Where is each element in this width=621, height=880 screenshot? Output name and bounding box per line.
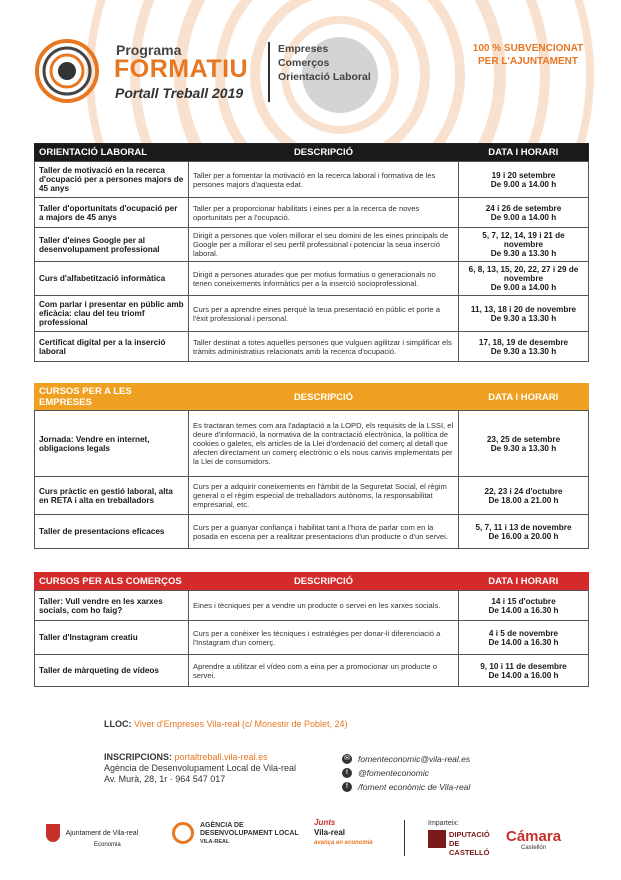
- header-divider: [268, 42, 270, 102]
- program-label: Programa: [116, 42, 182, 58]
- section-cursos-comercos: [34, 572, 589, 687]
- adl-line: VILA-REAL: [200, 839, 230, 845]
- camara-logo: [506, 828, 561, 851]
- course-title: Jornada: Vendre en internet, obligacions legals: [35, 411, 189, 477]
- course-row: [35, 591, 589, 621]
- course-title: Taller d'Instagram creatiu: [35, 621, 189, 655]
- subsidy-line: PER L'AJUNTAMENT: [478, 56, 578, 67]
- camara-sub: Castellón: [521, 845, 547, 851]
- course-desc: Dirigit a persones aturades que per motius formatius o generacionals no tenen coneixements informàtics per a la inserció socioprofessional.: [189, 262, 459, 296]
- contact-list: [342, 752, 470, 794]
- course-row: [35, 477, 589, 515]
- course-title: Com parlar i presentar en públic amb eficàcia: clau del teu triomf professional: [35, 296, 189, 332]
- course-desc: Taller per a proporcionar habilitats i eines per a la recerca de noves oportunitats per a l'ocupació.: [189, 198, 459, 228]
- course-schedule: [459, 655, 589, 687]
- junts-vilareal: Vila-real: [314, 828, 345, 837]
- registration-org: Agència de Desenvolupament Local de Vila-real: [104, 763, 296, 773]
- course-schedule: [459, 262, 589, 296]
- course-date: 24 i 26 de setembre: [485, 203, 562, 213]
- course-row: [35, 262, 589, 296]
- junts-tagline: avança en economia: [314, 840, 373, 846]
- junts-word: Junts: [314, 818, 336, 827]
- course-row: [35, 621, 589, 655]
- course-title: Taller d'oportunitats d'ocupació per a majors de 45 anys: [35, 198, 189, 228]
- section-header-row: [35, 144, 589, 162]
- course-time: De 9.00 a 14.00 h: [490, 179, 557, 189]
- course-desc: Dirigit a persones que volen millorar el seu domini de les eines principals de Google per a millorar el seu perfil professional i potenciar la seua inserció laboral.: [189, 228, 459, 262]
- course-row: [35, 162, 589, 198]
- course-schedule: [459, 228, 589, 262]
- course-date: 14 i 15 d'octubre: [491, 596, 556, 606]
- registration-label: INSCRIPCIONS:: [104, 752, 173, 762]
- program-title: FORMATIU: [114, 55, 249, 83]
- course-row: [35, 332, 589, 362]
- course-desc: Taller per a fomentar la motivació en la recerca laboral i formativa de les persones majors d'aquesta edat.: [189, 162, 459, 198]
- section-header-row: [35, 573, 589, 591]
- registration-link[interactable]: portaltreball.vila-real.es: [174, 752, 268, 762]
- course-desc: Curs per a conèixer les tècniques i estratègies per donar-li diferenciació a l'Instagram d'un comerç.: [189, 621, 459, 655]
- col-desc-header: DESCRIPCIÓ: [189, 573, 459, 591]
- course-title: Taller: Vull vendre en les xarxes socials, com ho faig?: [35, 591, 189, 621]
- course-date: 5, 7, 12, 14, 19 i 21 de novembre: [482, 231, 565, 249]
- course-title: Taller de motivació en la recerca d'ocupació per a persones majors de 45 anys: [35, 162, 189, 198]
- course-date: 11, 13, 18 i 20 de novembre: [470, 304, 577, 314]
- course-desc: Taller destinat a totes aquelles persones que vulguen agilitzar i simplificar els tràmits administratius relacionats amb la recerca d'ocupació.: [189, 332, 459, 362]
- audience-list: [278, 42, 371, 84]
- col-date-header: DATA I HORARI: [459, 573, 589, 591]
- course-schedule: [459, 515, 589, 549]
- footer-logos: [46, 818, 586, 866]
- course-desc: Aprendre a utilitzar el vídeo com a eina per a promocionar un producte o servei.: [189, 655, 459, 687]
- course-time: De 9.30 a 13.30 h: [490, 249, 557, 258]
- course-schedule: [459, 332, 589, 362]
- registration-address: Av. Murà, 28, 1r · 964 547 017: [104, 774, 226, 784]
- course-time: De 16.00 a 20.00 h: [488, 531, 559, 541]
- course-schedule: [459, 296, 589, 332]
- course-desc: Curs per a aprendre eines perquè la teua presentació en públic et porte a l'èxit professional i personal.: [189, 296, 459, 332]
- course-schedule: [459, 591, 589, 621]
- header: [34, 38, 594, 108]
- course-time: De 9.00 a 14.00 h: [490, 283, 557, 292]
- course-time: De 9.30 a 13.30 h: [490, 313, 557, 323]
- footer-divider: [404, 820, 405, 856]
- course-time: De 14.00 a 16.00 h: [488, 670, 559, 680]
- course-title: Taller de màrqueting de vídeos: [35, 655, 189, 687]
- section-cursos-empreses: [34, 383, 589, 549]
- course-date: 9, 10 i 11 de desembre: [480, 661, 567, 671]
- location-value: Viver d'Empreses Vila-real (c/ Monestir de Poblet, 24): [134, 719, 348, 729]
- course-desc: Curs per a guanyar confiança i habilitat tant a l'hora de parlar com en la posada en escena per a realitzar presentacions d'un producte o d'un servei.: [189, 515, 459, 549]
- course-time: De 9.30 a 13.30 h: [490, 346, 557, 356]
- section-header-row: [35, 384, 589, 411]
- course-schedule: [459, 477, 589, 515]
- imparteix-label: Imparteix:: [428, 820, 459, 827]
- course-desc: Curs per a adquirir coneixements en l'àmbit de la Seguretat Social, el règim general o el règim especial de treballadors autònoms, la responsabilitat empresarial, etc.: [189, 477, 459, 515]
- course-time: De 18.00 a 21.00 h: [488, 495, 559, 505]
- contact-twitter[interactable]: @fomenteconomic: [358, 768, 429, 778]
- course-schedule: [459, 162, 589, 198]
- course-date: 19 i 20 setembre: [491, 170, 556, 180]
- audience-item: Comerços: [278, 57, 330, 69]
- col-date-header: DATA I HORARI: [459, 144, 589, 162]
- shield-icon: [46, 824, 60, 842]
- course-schedule: [459, 621, 589, 655]
- course-desc: Eines i tècniques per a vendre un producte o servei en les xarxes socials.: [189, 591, 459, 621]
- course-time: De 14.00 a 16.30 h: [488, 605, 559, 615]
- section-title: ORIENTACIÓ LABORAL: [35, 144, 189, 162]
- course-title: Certificat digital per a la inserció laboral: [35, 332, 189, 362]
- col-date-header: DATA I HORARI: [459, 384, 589, 411]
- course-title: Taller d'eines Google per al desenvolupament professional: [35, 228, 189, 262]
- course-row: [35, 515, 589, 549]
- course-date: 23, 25 de setembre: [486, 434, 561, 444]
- col-desc-header: DESCRIPCIÓ: [189, 144, 459, 162]
- course-date: 4 i 5 de novembre: [488, 628, 559, 638]
- col-desc-header: DESCRIPCIÓ: [189, 384, 459, 411]
- course-row: [35, 296, 589, 332]
- ajuntament-logo: [46, 824, 138, 848]
- ajuntament-sub: Economia: [94, 842, 121, 848]
- course-date: 5, 7, 11 i 13 de novembre: [475, 522, 572, 532]
- adl-line: DESENVOLUPAMENT LOCAL: [200, 830, 299, 837]
- diputacio-emblem-icon: [428, 830, 446, 848]
- course-row: [35, 411, 589, 477]
- course-time: De 9.00 a 14.00 h: [490, 212, 557, 222]
- section-title: CURSOS PER ALS COMERÇOS: [35, 573, 189, 591]
- course-title: Curs pràctic en gestió laboral, alta en RETA i alta en treballadors: [35, 477, 189, 515]
- course-row: [35, 198, 589, 228]
- section-orientacio-laboral: [34, 143, 589, 362]
- twitter-icon: t: [342, 768, 352, 778]
- adl-logo: [174, 822, 299, 846]
- audience-item: Orientació Laboral: [278, 71, 371, 83]
- course-row: [35, 655, 589, 687]
- facebook-icon: f: [342, 782, 352, 792]
- contact-facebook[interactable]: /foment econòmic de Vila-real: [358, 782, 471, 792]
- course-time: De 9.30 a 13.30 h: [490, 443, 557, 453]
- course-row: [35, 228, 589, 262]
- location-label: LLOC:: [104, 719, 132, 729]
- course-date: 6, 8, 13, 15, 20, 22, 27 i 29 de novembre: [468, 265, 579, 283]
- course-date: 17, 18, 19 de desembre: [478, 337, 569, 347]
- program-logo-icon: [34, 38, 100, 104]
- subsidy-note: [462, 42, 594, 68]
- course-time: De 14.00 a 16.30 h: [488, 637, 559, 647]
- diputacio-name: DIPUTACIÓ DE CASTELLÓ: [449, 830, 490, 857]
- diputacio-logo: [428, 830, 497, 857]
- adl-ring-icon: [172, 822, 194, 844]
- subsidy-line: 100 % SUBVENCIONAT: [472, 43, 584, 54]
- registration-block: [104, 752, 296, 785]
- audience-item: Empreses: [278, 43, 329, 55]
- email-icon: ✉: [342, 754, 352, 764]
- program-subtitle: Portall Treball 2019: [115, 85, 244, 101]
- adl-line: AGÈNCIA DE: [200, 822, 244, 829]
- course-title: Curs d'alfabetització informàtica: [35, 262, 189, 296]
- section-title: CURSOS PER A LES EMPRESES: [35, 384, 189, 411]
- course-date: 22, 23 i 24 d'octubre: [484, 486, 563, 496]
- location-line: [104, 719, 348, 729]
- contact-email[interactable]: fomenteconomic@vila-real.es: [358, 754, 471, 764]
- course-title: Taller de presentacions eficaces: [35, 515, 189, 549]
- course-desc: Es tractaran temes com ara l'adaptació a la LOPD, els requisits de la LSSI, el deure d'informació, la normativa de la contractació electrònica, la política de cookies o galetes, els articles de la Llei d'ordenació del comerç al detall que afecten directament un comerç electrònic o els nous canvis implementats per la Llei de consumidors.: [189, 411, 459, 477]
- camara-name: Cámara: [506, 828, 562, 845]
- course-schedule: [459, 411, 589, 477]
- junts-logo: [314, 818, 373, 848]
- course-schedule: [459, 198, 589, 228]
- ajuntament-name: Ajuntament de Vila-real: [65, 829, 139, 837]
